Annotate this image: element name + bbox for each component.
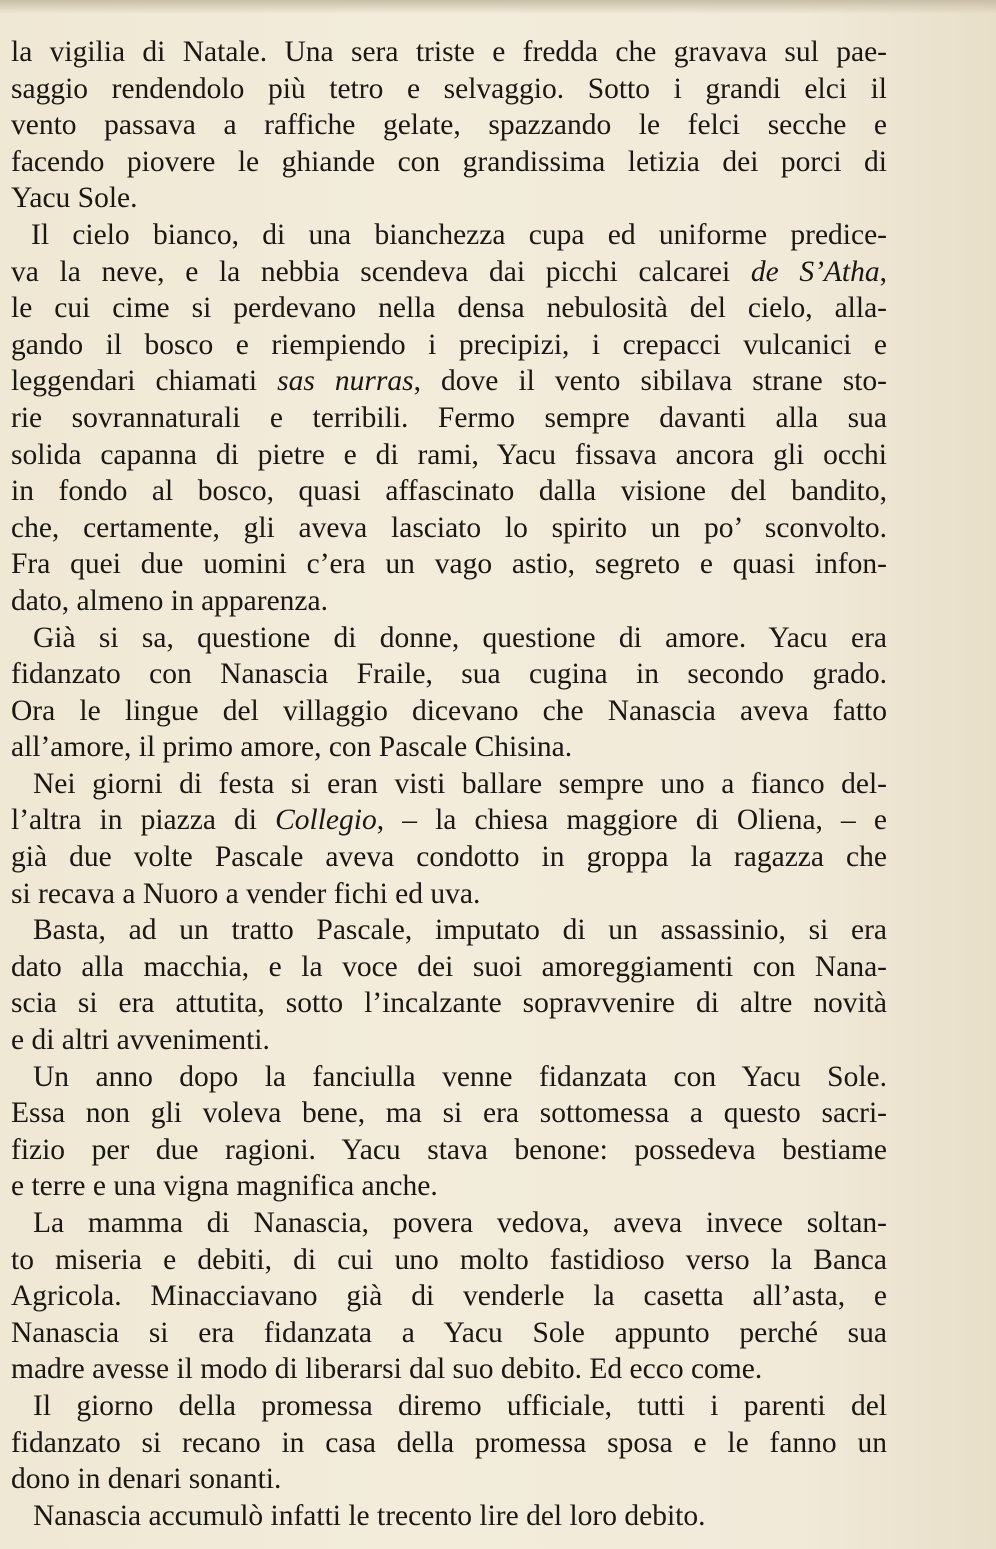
text-line: to miseria e debiti, di cui uno molto fastidioso verso la Banca <box>11 1243 887 1276</box>
text-line: che, certamente, gli aveva lasciato lo spirito un po’ sconvolto. <box>11 511 887 544</box>
text-line: vento passava a raffiche gelate, spazzando le felci secche e <box>11 109 887 142</box>
body-text <box>11 34 887 1534</box>
text-segment: , – la chiesa maggiore di Oliena, – e <box>376 804 887 837</box>
text-segment: l’altra in piazza di <box>11 804 276 837</box>
text-segment: va la neve, e la nebbia scendeva dai picchi calcarei <box>11 255 751 288</box>
text-line: e terre e una vigna magnifica anche. <box>11 1170 438 1203</box>
text-line: saggio rendendolo più tetro e selvaggio. Sotto i grandi elci il <box>11 72 887 105</box>
text-line: Essa non gli voleva bene, ma si era sottomessa a questo sacri- <box>11 1097 887 1130</box>
paragraph <box>11 912 887 1058</box>
text-line: Yacu Sole. <box>11 182 138 215</box>
text-line: all’amore, il primo amore, con Pascale Chisina. <box>11 731 573 764</box>
text-segment: , dove il vento sibilava strane sto- <box>413 365 888 398</box>
text-line: dono in denari sonanti. <box>11 1463 282 1496</box>
text-line <box>11 363 887 400</box>
text-line: fizio per due ragioni. Yacu stava benone: possedeva bestiame <box>11 1133 887 1166</box>
text-line: Un anno dopo la fanciulla venne fidanzata con Yacu Sole. <box>33 1060 887 1093</box>
text-line: Basta, ad un tratto Pascale, imputato di un assassinio, si era <box>33 914 887 947</box>
text-line: Nanascia si era fidanzata a Yacu Sole appunto perché sua <box>11 1316 887 1349</box>
paragraph <box>11 1205 887 1388</box>
text-line: la vigilia di Natale. Una sera triste e fredda che gravava sul pae- <box>11 36 887 68</box>
text-line: Nei giorni di festa si eran visti ballare sempre uno a fianco del- <box>33 767 887 800</box>
text-line: Il giorno della promessa diremo ufficiale, tutti i parenti del <box>33 1389 887 1422</box>
text-segment: leggendari chiamati <box>11 365 278 398</box>
place-name-italic: de S’Atha <box>750 255 880 288</box>
text-segment: , <box>879 255 887 288</box>
paragraph <box>11 34 887 217</box>
text-line: in fondo al bosco, quasi affascinato dalla visione del bandito, <box>11 475 887 508</box>
text-line: fidanzato si recano in casa della promessa sposa e le fanno un <box>11 1426 887 1459</box>
text-line: madre avesse il modo di liberarsi dal suo debito. Ed ecco come. <box>11 1353 763 1386</box>
text-line <box>11 802 887 839</box>
text-line: fidanzato con Nanascia Fraile, sua cugina in secondo grado. <box>11 658 887 691</box>
text-line: scia si era attutita, sotto l’incalzante sopravvenire di altre novità <box>11 987 887 1020</box>
paragraph <box>11 1388 887 1498</box>
text-line: Fra quei due uomini c’era un vago astio, segreto e quasi infon- <box>11 548 887 581</box>
term-italic: sas nurras <box>277 365 414 398</box>
text-line: si recava a Nuoro a vender fichi ed uva. <box>11 877 481 910</box>
text-line <box>11 254 887 291</box>
paragraph <box>11 766 887 912</box>
text-line: rie sovrannaturali e terribili. Fermo sempre davanti alla sua <box>11 401 887 434</box>
place-name-italic: Collegio <box>275 804 377 837</box>
page-edge-shadow <box>0 0 996 14</box>
text-line: facendo piovere le ghiande con grandissima letizia dei porci di <box>11 145 887 178</box>
text-line: La mamma di Nanascia, povera vedova, aveva invece soltan- <box>33 1207 887 1239</box>
text-line: solida capanna di pietre e di rami, Yacu fissava ancora gli occhi <box>11 438 887 471</box>
text-line: Agricola. Minacciavano già di venderle la casetta all’asta, e <box>11 1280 887 1313</box>
text-line: Già si sa, questione di donne, questione di amore. Yacu era <box>33 621 887 654</box>
text-line: Nanascia accumulò infatti le trecento lire del loro debito. <box>33 1499 706 1532</box>
paragraph <box>11 217 887 620</box>
text-line: dato, almeno in apparenza. <box>11 584 328 617</box>
text-line: Ora le lingue del villaggio dicevano che Nanascia aveva fatto <box>11 694 887 727</box>
text-line: le cui cime si perdevano nella densa nebulosità del cielo, alla- <box>11 292 887 325</box>
text-line: già due volte Pascale aveva condotto in groppa la ragazza che <box>11 841 887 874</box>
text-line: Il cielo bianco, di una bianchezza cupa ed uniforme predice- <box>31 218 887 251</box>
paragraph <box>11 1059 887 1205</box>
paragraph <box>11 620 887 766</box>
text-line: dato alla macchia, e la voce dei suoi amoreggiamenti con Nana- <box>11 950 887 983</box>
text-line: e di altri avvenimenti. <box>11 1024 270 1057</box>
paragraph <box>11 1498 887 1535</box>
text-line: gando il bosco e riempiendo i precipizi, i crepacci vulcanici e <box>11 328 887 361</box>
